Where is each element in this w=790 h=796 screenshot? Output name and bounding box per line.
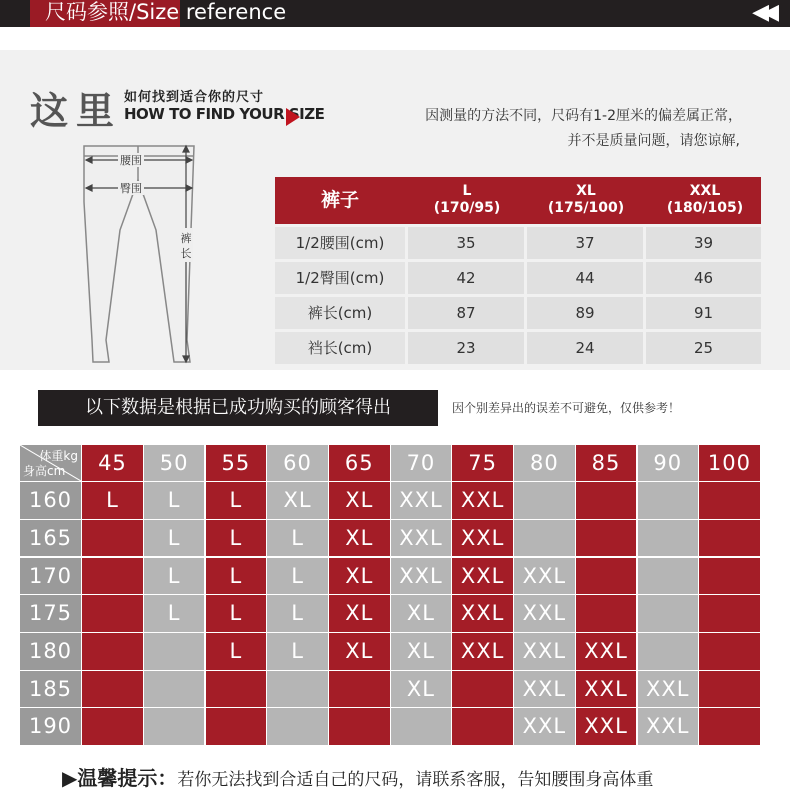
grid-cell (638, 633, 699, 670)
grid-cell: XXL (391, 482, 452, 519)
grid-cell: XXL (452, 558, 513, 595)
height-header: 165 (20, 520, 81, 557)
grid-cell (576, 520, 637, 557)
grid-cell (82, 520, 143, 557)
size-name: L (462, 183, 472, 199)
table-corner-label: 裤子 (320, 189, 359, 211)
grid-cell (514, 482, 575, 519)
footer-tip (62, 762, 653, 791)
howto-cn: 如何找到适合你的尺寸 (124, 90, 265, 105)
data-source-banner (38, 390, 438, 426)
grid-cell: XXL (514, 558, 575, 595)
grid-cell: XXL (576, 708, 637, 745)
grid-cell (206, 708, 267, 745)
grid-cell (576, 482, 637, 519)
size-name: XL (576, 183, 596, 199)
grid-cell: XL (329, 520, 390, 557)
height-header: 175 (20, 595, 81, 632)
grid-cell (576, 558, 637, 595)
weight-header: 55 (206, 445, 267, 481)
weight-axis-label: 体重kg (39, 449, 78, 463)
height-header: 180 (20, 633, 81, 670)
grid-cell (82, 633, 143, 670)
table-cell: 24 (527, 332, 643, 364)
footer-tip-text: 若你无法找到合适自己的尺码，请联系客服，告知腰围身高体重 (177, 770, 654, 790)
grid-cell: XXL (514, 595, 575, 632)
grid-cell: XXL (391, 558, 452, 595)
height-weight-grid (20, 445, 761, 747)
grid-cell: L (267, 595, 328, 632)
grid-cell: XL (329, 558, 390, 595)
grid-cell: L (144, 595, 205, 632)
measurement-table-header (275, 177, 761, 224)
table-cell: 35 (408, 227, 524, 259)
height-header: 160 (20, 482, 81, 519)
grid-cell (452, 708, 513, 745)
height-axis-label: 身高cm (23, 464, 66, 478)
grid-cell (82, 558, 143, 595)
table-cell: 44 (527, 262, 643, 294)
header-bar (0, 0, 790, 27)
waist-label: 腰围 (120, 154, 142, 167)
howto-en: HOW TO FIND YOUR SIZE (124, 105, 325, 123)
grid-cell (452, 671, 513, 708)
grid-cell: L (206, 482, 267, 519)
table-cell: 87 (408, 297, 524, 329)
weight-header: 80 (514, 445, 575, 481)
measurement-note-1: 因测量的方法不同，尺码有1-2厘米的偏差属正常， (425, 108, 742, 124)
weight-header: 85 (576, 445, 637, 481)
pants-diagram (76, 140, 206, 370)
grid-cell: XXL (514, 633, 575, 670)
big-title: 这里 (30, 89, 123, 133)
size-fit: (180/105) (666, 200, 744, 216)
table-cell: 46 (646, 262, 761, 294)
grid-cell (699, 482, 760, 519)
height-header: 190 (20, 708, 81, 745)
footer-tip-prefix: ▶温馨提示： (62, 766, 178, 790)
hip-label: 臀围 (120, 182, 142, 195)
weight-header: 70 (391, 445, 452, 481)
grid-cell (699, 671, 760, 708)
grid-cell (699, 595, 760, 632)
table-cell: 23 (408, 332, 524, 364)
row-label: 1/2臀围(cm) (275, 262, 405, 294)
grid-cell: XL (391, 595, 452, 632)
weight-header: 75 (452, 445, 513, 481)
size-col-xl (527, 183, 645, 217)
grid-cell: XXL (514, 671, 575, 708)
size-col-l (408, 183, 526, 217)
grid-cell: XXL (452, 482, 513, 519)
grid-cell: L (144, 558, 205, 595)
table-cell: 91 (646, 297, 761, 329)
weight-header: 50 (144, 445, 205, 481)
grid-cell: XL (391, 633, 452, 670)
grid-cell (391, 708, 452, 745)
grid-cell: XXL (391, 520, 452, 557)
grid-cell: XL (329, 595, 390, 632)
grid-cell: XXL (638, 671, 699, 708)
weight-header: 65 (329, 445, 390, 481)
size-name: XXL (689, 183, 721, 199)
grid-cell (82, 595, 143, 632)
grid-cell (638, 520, 699, 557)
height-header: 170 (20, 558, 81, 595)
row-label: 1/2腰围(cm) (275, 227, 405, 259)
banner-text: 以下数据是根据已成功购买的顾客得出 (85, 397, 391, 418)
grid-cell: L (144, 482, 205, 519)
weight-header: 100 (699, 445, 760, 481)
grid-cell: XXL (452, 633, 513, 670)
grid-cell: XL (329, 633, 390, 670)
grid-cell: L (206, 558, 267, 595)
weight-header: 90 (638, 445, 699, 481)
triangle-arrow-icon (286, 108, 300, 126)
grid-cell (699, 558, 760, 595)
grid-cell (144, 633, 205, 670)
grid-cell: XL (267, 482, 328, 519)
grid-cell (144, 671, 205, 708)
grid-cell (699, 708, 760, 745)
grid-cell (206, 671, 267, 708)
grid-cell: L (267, 558, 328, 595)
grid-cell: XXL (638, 708, 699, 745)
grid-cell: XL (329, 482, 390, 519)
grid-cell (144, 708, 205, 745)
grid-cell: L (206, 520, 267, 557)
size-fit: (175/100) (547, 200, 625, 216)
weight-header: 60 (267, 445, 328, 481)
grid-cell (638, 558, 699, 595)
height-header: 185 (20, 671, 81, 708)
size-fit: (170/95) (433, 200, 501, 216)
table-cell: 89 (527, 297, 643, 329)
grid-cell: L (144, 520, 205, 557)
grid-cell (638, 595, 699, 632)
grid-cell: L (206, 595, 267, 632)
grid-cell: L (206, 633, 267, 670)
grid-cell (576, 595, 637, 632)
grid-cell: XXL (576, 633, 637, 670)
grid-cell: L (267, 520, 328, 557)
grid-cell (82, 708, 143, 745)
table-cell: 37 (527, 227, 643, 259)
grid-cell (329, 708, 390, 745)
grid-cell: XXL (452, 595, 513, 632)
length-label-1: 裤 (180, 232, 192, 245)
grid-cell: XXL (452, 520, 513, 557)
grid-cell (514, 520, 575, 557)
grid-cell (638, 482, 699, 519)
weight-header: 45 (82, 445, 143, 481)
table-cell: 39 (646, 227, 761, 259)
length-label-2: 长 (180, 247, 192, 260)
grid-cell: XXL (514, 708, 575, 745)
row-label: 裆长(cm) (275, 332, 405, 364)
grid-cell (329, 671, 390, 708)
measurement-note-2: 并不是质量问题，请您谅解, (567, 133, 740, 149)
grid-cell (267, 708, 328, 745)
grid-cell: XXL (576, 671, 637, 708)
grid-cell: XL (391, 671, 452, 708)
size-col-xxl (646, 183, 764, 217)
table-cell: 42 (408, 262, 524, 294)
table-cell: 25 (646, 332, 761, 364)
header-title: 尺码参照/Size reference (45, 0, 287, 24)
grid-corner (20, 445, 81, 481)
grid-cell: L (267, 633, 328, 670)
grid-cell (699, 520, 760, 557)
back-arrows-icon[interactable]: ◀◀ (752, 0, 772, 25)
grid-cell: L (82, 482, 143, 519)
grid-cell (267, 671, 328, 708)
row-label: 裤长(cm) (275, 297, 405, 329)
grid-cell (82, 671, 143, 708)
grid-cell (699, 633, 760, 670)
banner-note: 因个别差异出的误差不可避免，仅供参考！ (452, 401, 681, 415)
